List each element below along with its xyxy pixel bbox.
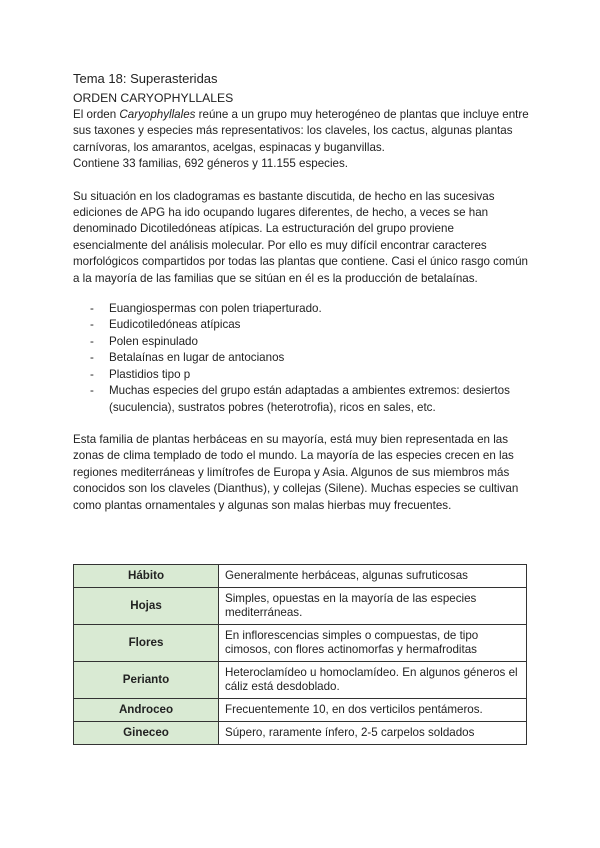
- characteristics-table: [73, 564, 527, 745]
- list-item-text: Eudicotiledóneas atípicas: [109, 318, 241, 332]
- list-item-text: Euangiospermas con polen triaperturado.: [109, 302, 322, 316]
- table-value-cell: Simples, opuestas en la mayoría de las especies mediterráneas.: [219, 588, 527, 625]
- list-dash: -: [90, 367, 94, 381]
- list-item: [73, 367, 531, 383]
- characteristics-list: [73, 301, 531, 416]
- list-item: [73, 334, 531, 350]
- table-key-cell: Androceo: [74, 699, 219, 722]
- table-value-cell: Súpero, raramente ínfero, 2-5 carpelos soldados: [219, 722, 527, 745]
- list-dash: -: [90, 318, 94, 332]
- table-row: [74, 565, 527, 588]
- table-row: [74, 625, 527, 662]
- table-row: [74, 722, 527, 745]
- order-name-italic: Caryophyllales: [119, 108, 196, 121]
- table-key-cell: Hábito: [74, 565, 219, 588]
- family-paragraph: Esta familia de plantas herbáceas en su mayoría, está muy bien representada en las zonas de clima templado de todo el mundo. La mayoría de las especies crecen en las regiones mediterráneas y limítrofes de Europa y Asia. Algunos de sus miembros más conocidos son los claveles (Dianthus), y collejas (Silene). Muchas especies se cultivan como plantas ornamentales y algunas son malas hierbas muy frecuentes.: [73, 432, 519, 512]
- list-item: [73, 317, 531, 333]
- spacer: [73, 416, 531, 432]
- table-key-cell: Perianto: [74, 662, 219, 699]
- table-key-cell: Hojas: [74, 588, 219, 625]
- table-key-cell: Flores: [74, 625, 219, 662]
- intro-text-before: El orden: [73, 108, 120, 121]
- list-dash: -: [90, 351, 94, 365]
- intro-text-after: reúne a un grupo muy heterogéneo de plantas que incluye entre sus taxones y especies más representativos: los claveles, los cactus, algunas plantas carnívoras, los amarantos, acelgas, espinacas y buganvillas.: [73, 108, 529, 154]
- list-item: [73, 301, 531, 317]
- table-value-cell: En inflorescencias simples o compuestas, de tipo cimosos, con flores actinomorfas y hermafroditas: [219, 625, 527, 662]
- intro-paragraph: [73, 107, 531, 156]
- table-key-cell: Gineceo: [74, 722, 219, 745]
- intro-stats: Contiene 33 familias, 692 géneros y 11.155 especies.: [73, 157, 348, 171]
- document-body: [73, 70, 531, 514]
- table-value-cell: Heteroclamídeo u homoclamídeo. En algunos géneros el cáliz está desdoblado.: [219, 662, 527, 699]
- spacer: [73, 173, 531, 189]
- table-row: [74, 662, 527, 699]
- list-dash: -: [90, 334, 94, 348]
- document-title: Tema 18: Superasteridas: [73, 71, 218, 86]
- list-item-text: Polen espinulado: [109, 334, 198, 348]
- table-row: [74, 588, 527, 625]
- table-value-cell: Generalmente herbáceas, algunas sufruticosas: [219, 565, 527, 588]
- list-dash: -: [90, 302, 94, 316]
- list-dash: -: [90, 384, 94, 398]
- table-value-cell: Frecuentemente 10, en dos verticilos pentámeros.: [219, 699, 527, 722]
- section-heading: ORDEN CARYOPHYLLALES: [73, 91, 234, 105]
- list-item-text: Muchas especies del grupo están adaptadas a ambientes extremos: desiertos (suculencia), sustratos pobres (heterotrofia), ricos en sales, etc.: [109, 384, 510, 414]
- list-item-text: Betalaínas en lugar de antocianos: [109, 351, 285, 365]
- table-row: [74, 699, 527, 722]
- list-item: [73, 350, 531, 366]
- cladogram-paragraph: Su situación en los cladogramas es bastante discutida, de hecho en las sucesivas ediciones de APG ha ido ocupando lugares diferentes, de hecho, a veces se han denominado Dicotiledóneas atípicas. La estructuración del grupo proviene esencialmente del análisis molecular. Por ello es muy difícil encontrar caracteres morfológicos compartidos por todas las plantas que contiene. Casi el único rasgo común a la mayoría de las familias que se sitúan en él es la producción de betalaínas.: [73, 189, 528, 285]
- list-item-text: Plastidios tipo p: [109, 367, 191, 381]
- list-item: [73, 383, 531, 416]
